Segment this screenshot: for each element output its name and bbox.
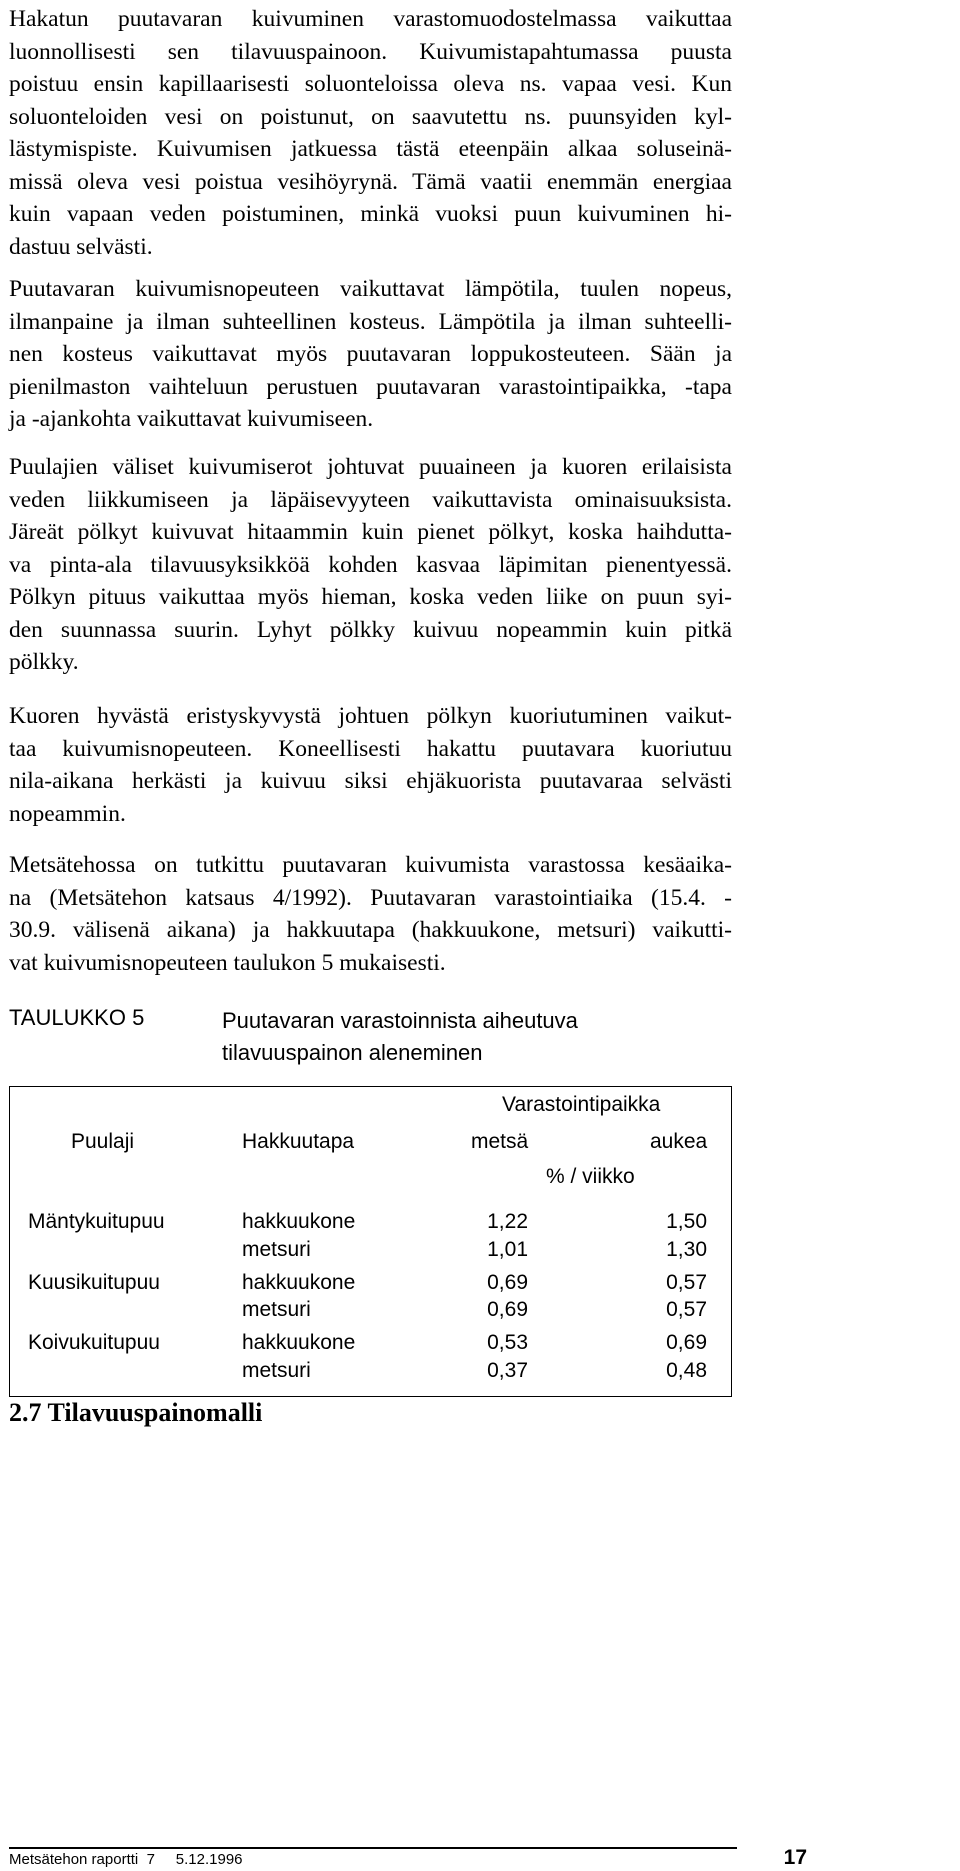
footer-report-name: Metsätehon raportti	[9, 1851, 139, 1868]
text-line: pienilmaston vaihteluun perustuen puutavaran varastointipaikka, -tapa	[9, 373, 732, 400]
text-line: Puulajien väliset kuivumiserot johtuvat puuaineen ja kuoren erilaisista	[9, 454, 732, 480]
table-cell-species: Mäntykuitupuu	[28, 1210, 165, 1233]
footer-date: 5.12.1996	[175, 1851, 243, 1868]
text-line: missä oleva vesi poistua vesihöyrynä. Tämä vaatii enemmän energiaa	[9, 168, 732, 195]
text-line: poistuu ensin kapillaarisesti soluonteloissa oleva ns. vapaa vesi. Kun	[9, 71, 732, 97]
header-metsa: metsä	[471, 1130, 529, 1153]
paragraph-5	[9, 849, 732, 979]
table-cell-forest: 0,53	[487, 1331, 528, 1354]
table-cell-forest: 0,69	[487, 1298, 528, 1321]
section-heading: 2.7 Tilavuuspainomalli	[9, 1398, 263, 1427]
text-line: pölkky.	[9, 649, 79, 675]
table-cell-open: 0,57	[666, 1271, 707, 1294]
header-hakkuutapa: Hakkuutapa	[242, 1130, 355, 1153]
paragraph-3	[9, 451, 732, 679]
text-line: ilmanpaine ja ilman suhteellinen kosteus. Lämpötila ja ilman suhteelli-	[9, 308, 732, 335]
text-line: luonnollisesti sen tilavuuspainoon. Kuivumistapahtumassa puusta	[9, 38, 732, 65]
table-cell-species: Kuusikuitupuu	[28, 1271, 160, 1294]
table-cell-forest: 1,22	[487, 1210, 528, 1233]
table-title-line: tilavuuspainon aleneminen	[222, 1040, 483, 1065]
text-line: Kuoren hyvästä eristyskyvystä johtuen pölkyn kuoriutuminen vaikut-	[9, 703, 732, 729]
table-title-line: Puutavaran varastoinnista aiheutuva	[222, 1008, 578, 1033]
text-line: taa kuivumisnopeuteen. Koneellisesti hakattu puutavara kuoriutuu	[9, 735, 732, 762]
text-line: na (Metsätehon katsaus 4/1992). Puutavaran varastointiaika (15.4. -	[9, 884, 732, 911]
footer-rule	[9, 1847, 737, 1849]
text-line: vat kuivumisnopeuteen taulukon 5 mukaisesti.	[9, 949, 446, 976]
page-number: 17	[783, 1846, 807, 1869]
text-line: soluonteloiden vesi on poistunut, on saavutettu ns. puunsyiden kyl-	[9, 103, 732, 130]
text-line: 30.9. välisenä aikana) ja hakkuutapa (hakkuukone, metsuri) vaikutti-	[9, 917, 732, 943]
text-line: va pinta-ala tilavuusyksikköä kohden kasvaa läpimitan pienentyessä.	[9, 551, 732, 578]
text-line: Hakatun puutavaran kuivuminen varastomuodostelmassa vaikuttaa	[9, 6, 732, 32]
table-cell-open: 0,69	[666, 1331, 707, 1354]
text-line: nila-aikana herkästi ja kuivuu siksi ehjäkuorista puutavaraa selvästi	[9, 768, 732, 794]
table-cell-species: Koivukuitupuu	[28, 1331, 160, 1354]
header-unit: % / viikko	[546, 1165, 635, 1188]
text-line: nopeammin.	[9, 800, 126, 827]
paragraph-1	[9, 3, 732, 263]
text-line: den suunnassa suurin. Lyhyt pölkky kuivuu nopeammin kuin pitkä	[9, 616, 732, 643]
table-cell-forest: 0,37	[487, 1359, 528, 1382]
paragraph-2	[9, 273, 732, 436]
text-line: Pölkyn pituus vaikuttaa myös hieman, koska veden liike on puun syi-	[9, 584, 732, 610]
table-cell-method: hakkuukone	[242, 1210, 356, 1233]
table-cell-method: metsuri	[242, 1359, 311, 1382]
table-cell-forest: 0,69	[487, 1271, 528, 1294]
data-table	[9, 1086, 732, 1397]
table-cell-open: 0,48	[666, 1359, 707, 1382]
table-cell-forest: 1,01	[487, 1238, 528, 1261]
text-line: veden liikkumiseen ja läpäisevyyteen vaikuttavista ominaisuuksista.	[9, 486, 732, 513]
footer-report-number: 7	[146, 1851, 155, 1868]
text-line: dastuu selvästi.	[9, 233, 153, 260]
table-cell-open: 1,30	[666, 1238, 707, 1261]
text-line: Metsätehossa on tutkittu puutavaran kuivumista varastossa kesäaika-	[9, 852, 732, 878]
text-line: ja -ajankohta vaikuttavat kuivumiseen.	[9, 406, 374, 432]
text-line: lästymispiste. Kuivumisen jatkuessa tästä eteenpäin alkaa soluseinä-	[9, 136, 732, 162]
header-puulaji: Puulaji	[71, 1130, 135, 1153]
paragraph-4	[9, 700, 732, 830]
table-cell-method: hakkuukone	[242, 1271, 356, 1294]
table-cell-method: metsuri	[242, 1238, 311, 1261]
table-cell-method: hakkuukone	[242, 1331, 356, 1354]
table-cell-method: metsuri	[242, 1298, 311, 1321]
header-group-varastointipaikka: Varastointipaikka	[502, 1093, 661, 1116]
footer-info	[9, 1851, 243, 1868]
table-cell-open: 1,50	[666, 1210, 707, 1233]
table-title	[222, 1005, 722, 1069]
text-line: kuin vapaan veden poistuminen, minkä vuoksi puun kuivuminen hi-	[9, 201, 732, 227]
table-cell-open: 0,57	[666, 1298, 707, 1321]
header-aukea: aukea	[650, 1130, 708, 1153]
text-line: Järeät pölkyt kuivuvat hitaammin kuin pienet pölkyt, koska haihdutta-	[9, 519, 732, 545]
text-line: nen kosteus vaikuttavat myös puutavaran loppukosteuteen. Sään ja	[9, 341, 732, 367]
text-line: Puutavaran kuivumisnopeuteen vaikuttavat lämpötila, tuulen nopeus,	[9, 276, 732, 302]
table-label: TAULUKKO 5	[9, 1005, 145, 1030]
